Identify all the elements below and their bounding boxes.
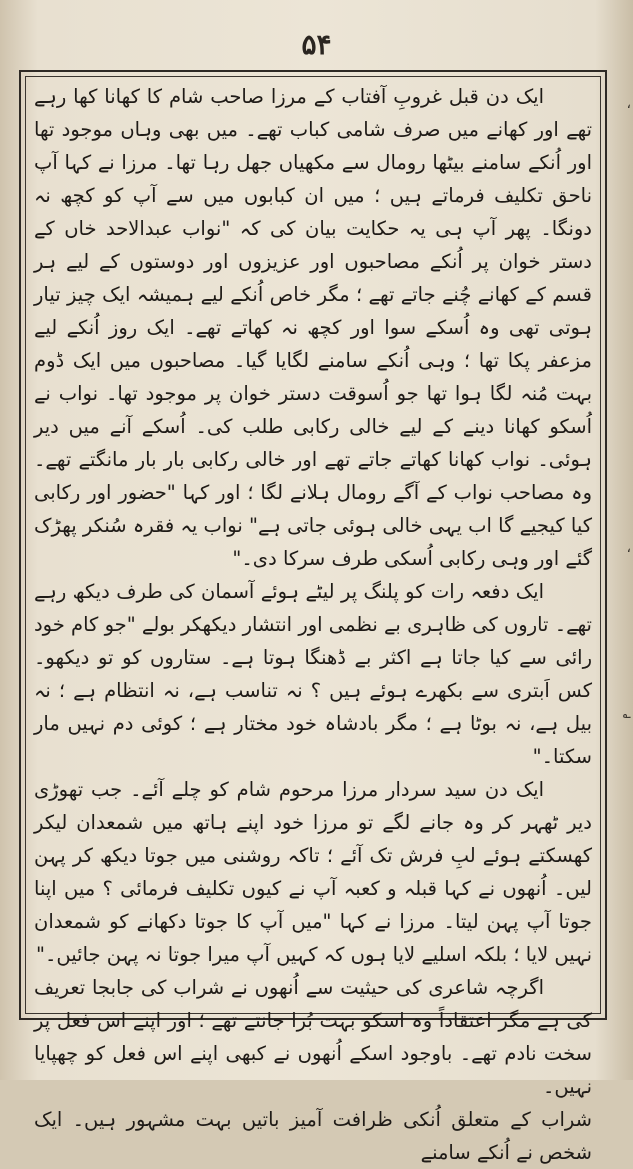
- margin-mark: ؎: [622, 706, 631, 722]
- margin-mark: ،: [626, 540, 631, 556]
- page-number: ۵۴: [301, 28, 332, 61]
- paragraph-wine-opinion: اگرچہ شاعری کی حیثیت سے اُنھوں نے شراب کی جابجا تعریف کی ہے مگر اعتقاداً وہ اسکو بہت بُرا جانتے تھے ؛ اور اپنے اس فعل پر سخت نادم تھے۔ باوجود اسکے اُنھوں نے کبھی اپنے اس فعل کو چھپایا نہیں۔: [34, 976, 592, 1098]
- text-body: [34, 80, 592, 1164]
- paragraph-wine-jokes: شراب کے متعلق اُنکی ظرافت آمیز باتیں بہت مشہور ہیں۔ ایک شخص نے اُنکے سامنے: [34, 1108, 592, 1164]
- paragraph-stars: ایک دفعہ رات کو پلنگ پر لیٹے ہوئے آسمان کی طرف دیکھ رہے تھے۔ تاروں کی ظاہری بے نظمی اور انتشار دیکھکر بولے "جو کام خود رائی سے کیا جاتا ہے اکثر بے ڈھنگا ہوتا ہے۔ ستاروں کو تو دیکھو۔ کس اَبتری سے بکھرے ہوئے ہیں ؟ نہ تناسب ہے، نہ انتظام ہے ؛ نہ بیل ہے، نہ بوٹا ہے ؛ مگر بادشاہ خود مختار ہے ؛ کوئی دم نہیں مار سکتا۔": [34, 580, 592, 768]
- paragraph-candlestick: ایک دن سید سردار مرزا مرحوم شام کو چلے آئے۔ جب تھوڑی دیر ٹھہر کر وہ جانے لگے تو مرزا خود اپنے ہاتھ میں شمعدان لیکر کھسکتے ہوئے لبِ فرش تک آئے ؛ تاکہ روشنی میں جوتا دیکھ کر پہن لیں۔ اُنھوں نے کہا قبلہ و کعبہ آپ نے کیوں تکلیف فرمائی ؟ میں اپنا جوتا آپ پہن لیتا۔ مرزا نے کہا "میں آپ کا جوتا دکھانے کو شمعدان نہیں لایا ؛ بلکہ اسلیے لایا ہوں کہ کہیں آپ میرا جوتا نہ پہن جائیں۔": [34, 778, 592, 966]
- margin-mark: ،: [626, 96, 631, 112]
- paragraph-mirza-dinner: ایک دن قبل غروبِ آفتاب کے مرزا صاحب شام کا کھانا کھا رہے تھے اور کھانے میں صرف شامی کباب تھے۔ میں بھی وہاں موجود تھا اور اُنکے سامنے بیٹھا رومال سے مکھیاں جھل رہا تھا۔ مرزا نے کہا آپ ناحق تکلیف فرماتے ہیں ؛ میں ان کبابوں میں سے آپ کو کچھ نہ دونگا۔ پھر آپ ہی یہ حکایت بیان کی کہ "نواب عبدالاحد خاں کے دستر خوان پر اُنکے مصاحبوں اور عزیزوں اور دوستوں کے لیے ہر قسم کے کھانے چُنے جاتے تھے ؛ مگر خاص اُنکے لیے ہمیشہ ایک چیز تیار ہوتی تھی وہ اُسکے سوا اور کچھ نہ کھاتے تھے۔ ایک روز اُنکے لیے مزعفر پکا تھا ؛ وہی اُنکے سامنے لگایا گیا۔ مصاحبوں میں ایک ڈوم بہت مُنہ لگا ہوا تھا جو اُسوقت دستر خوان پر موجود تھا۔ نواب نے اُسکو کھانا دینے کے لیے خالی رکابی طلب کی۔ اُسکے آنے میں دیر ہوئی۔ نواب کھانا کھاتے جاتے تھے اور خالی رکابی بار بار مانگتے تھے۔ وہ مصاحب نواب کے آگے رومال ہلانے لگا ؛ اور کہا "حضور اور رکابی کیا کیجیے گا اب یہی خالی ہوئی جاتی ہے" نواب یہ فقرہ سُنکر پھڑک گئے اور وہی رکابی اُسکی طرف سرکا دی۔": [34, 85, 592, 570]
